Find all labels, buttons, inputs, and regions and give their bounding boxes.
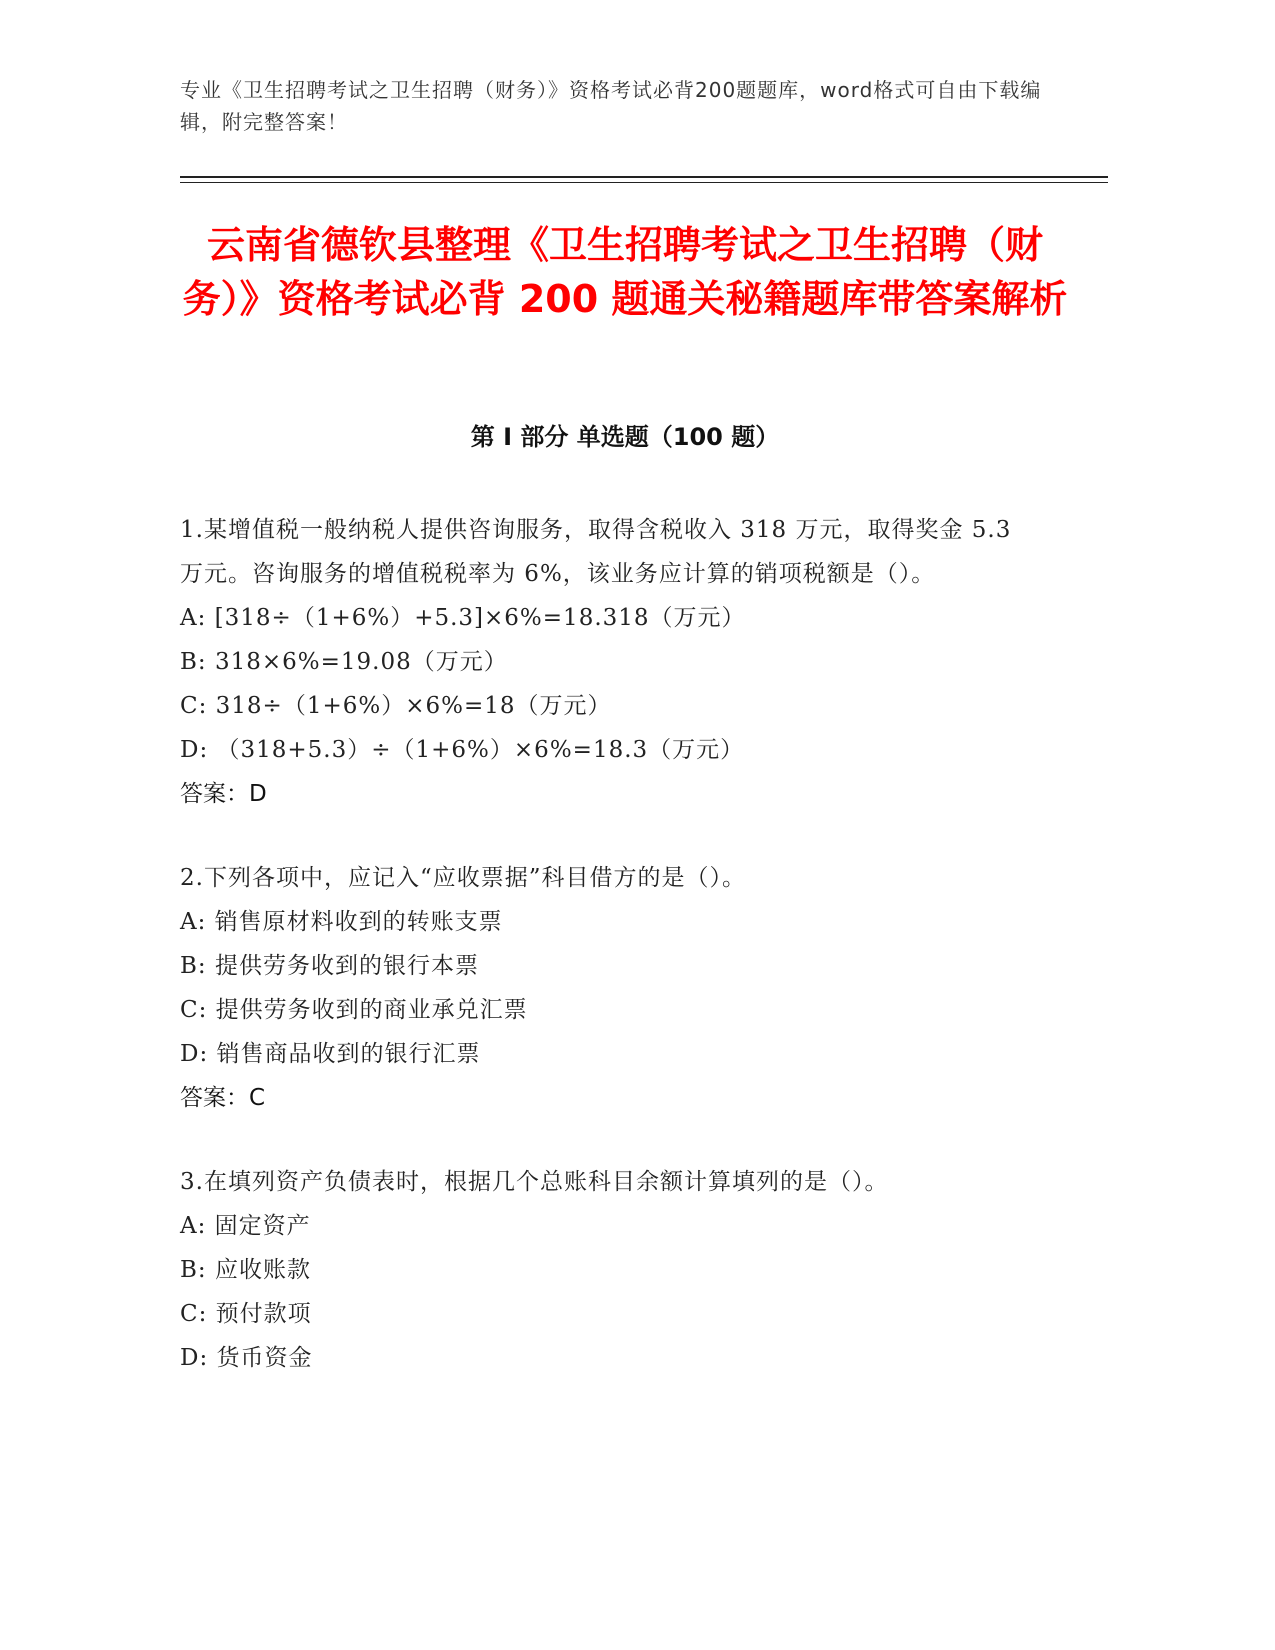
section-title: 第 I 部分 单选题（100 题） [470,423,780,451]
option-b: B: 提供劳务收到的银行本票 [180,953,479,979]
option-c: C: 预付款项 [180,1301,312,1327]
answer: 答案：C [180,1085,266,1111]
question-1 [180,508,1040,816]
option-b: B: 318×6%=19.08（万元） [180,649,508,675]
option-a: A: [318÷（1+6%）+5.3]×6%=18.318（万元） [180,605,746,631]
question-3 [180,1160,1040,1380]
question-2 [180,856,1040,1120]
option-d: D: 销售商品收到的银行汇票 [180,1041,481,1067]
question-list [180,508,1040,1420]
option-c: C: 318÷（1+6%）×6%=18（万元） [180,693,612,719]
option-a: A: 固定资产 [180,1213,311,1239]
header-divider-thin [180,182,1108,183]
option-c: C: 提供劳务收到的商业承兑汇票 [180,997,528,1023]
option-a: A: 销售原材料收到的转账支票 [180,909,503,935]
option-d: D: 货币资金 [180,1345,313,1371]
question-text: 2.下列各项中，应记入“应收票据”科目借方的是（）。 [180,865,746,891]
question-text: 3.在填列资产负债表时，根据几个总账科目余额计算填列的是（）。 [180,1169,889,1195]
header-note: 专业《卫生招聘考试之卫生招聘（财务）》资格考试必背200题题库，word格式可自由下载编辑，附完整答案！ [180,78,1042,134]
document-title: 云南省德钦县整理《卫生招聘考试之卫生招聘（财务）》资格考试必背 200 题通关秘籍题库带答案解析 [182,223,1068,321]
header-divider-thick [180,176,1108,178]
option-b: B: 应收账款 [180,1257,311,1283]
question-text: 1.某增值税一般纳税人提供咨询服务，取得含税收入 318 万元，取得奖金 5.3 万元。咨询服务的增值税税率为 6%，该业务应计算的销项税额是（）。 [180,517,1012,587]
option-d: D: （318+5.3）÷（1+6%）×6%=18.3（万元） [180,737,745,763]
answer: 答案：D [180,781,267,807]
